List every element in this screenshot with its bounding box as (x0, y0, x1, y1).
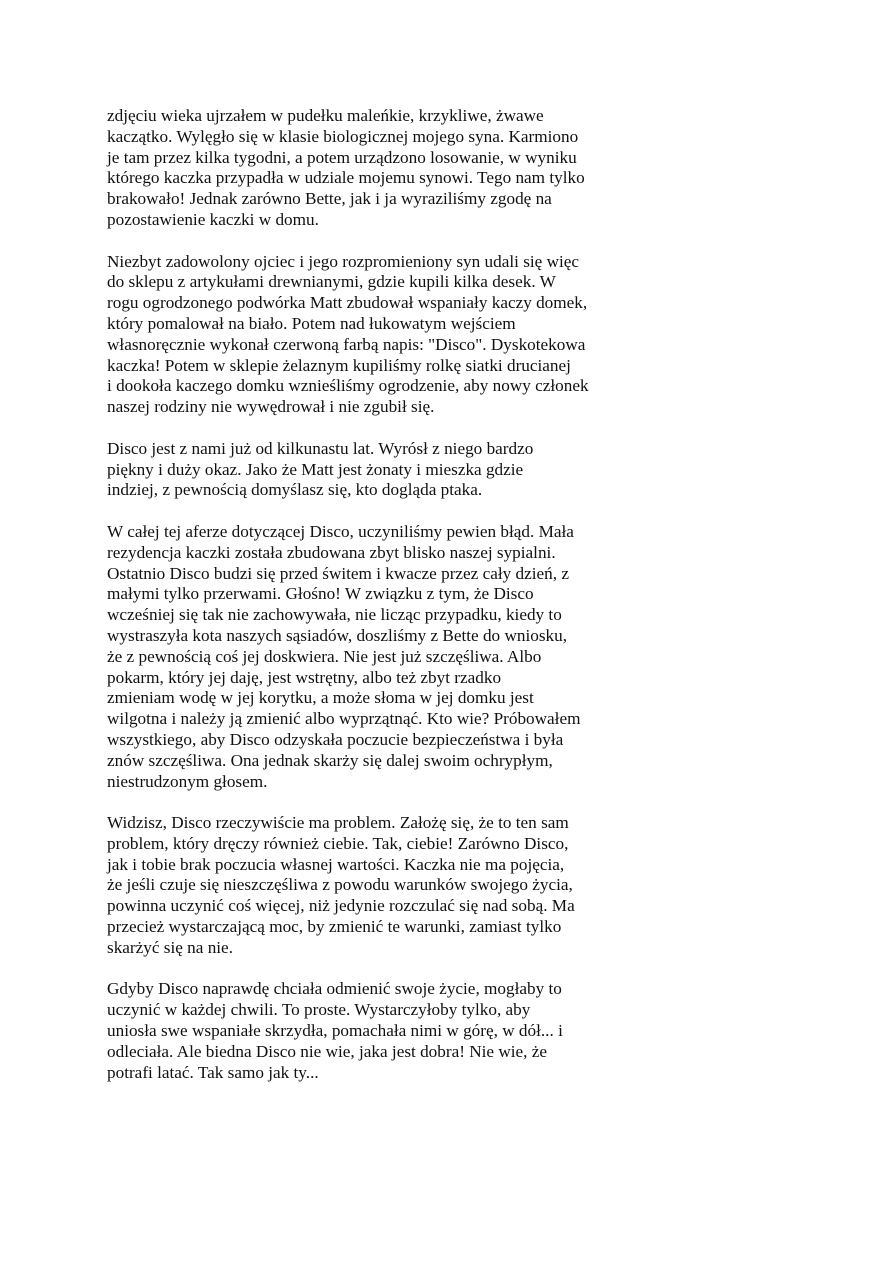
text-line: wilgotna i należy ją zmienić albo wyprzątnąć. Kto wie? Próbowałem (107, 709, 581, 729)
text-line: wcześniej się tak nie zachowywała, nie licząc przypadku, kiedy to (107, 605, 562, 625)
text-line: że z pewnością coś jej doskwiera. Nie jest już szczęśliwa. Albo (107, 646, 542, 666)
text-line: kaczątko. Wylęgło się w klasie biologicznej mojego syna. Karmiono (107, 126, 579, 146)
text-line: przecież wystarczającą moc, by zmienić te warunki, zamiast tylko (107, 917, 562, 937)
text-line: powinna uczynić coś więcej, niż jedynie rozczulać się nad sobą. Ma (107, 896, 575, 916)
text-line: zdjęciu wieka ujrzałem w pudełku maleńkie, krzykliwe, żwawe (107, 106, 544, 125)
text-line: którego kaczka przypadła w udziale mojemu synowi. Tego nam tylko (107, 168, 585, 188)
text-line: Gdyby Disco naprawdę chciała odmienić swoje życie, mogłaby to (107, 979, 562, 999)
text-line: brakowało! Jednak zarówno Bette, jak i ja wyraziliśmy zgodę na (107, 189, 552, 209)
text-line: pozostawienie kaczki w domu. (107, 209, 319, 229)
text-line: który pomalował na biało. Potem nad łukowatym wejściem (107, 313, 516, 333)
text-line: niestrudzonym głosem. (107, 771, 268, 791)
paragraph-3 (107, 439, 627, 501)
text-line: Disco jest z nami już od kilkunastu lat. Wyrósł z niego bardzo (107, 438, 534, 458)
paragraph-4 (107, 522, 627, 792)
text-line: zmieniam wodę w jej korytku, a może słoma w jej domku jest (107, 688, 534, 708)
text-line: pokarm, który jej daję, jest wstrętny, albo też zbyt rzadko (107, 667, 502, 687)
paragraph-6 (107, 979, 627, 1083)
text-line: uniosła swe wspaniałe skrzydła, pomachała nimi w górę, w dół... i (107, 1021, 563, 1041)
text-line: wystraszyła kota naszych sąsiadów, doszliśmy z Bette do wniosku, (107, 625, 567, 645)
text-line: je tam przez kilka tygodni, a potem urządzono losowanie, w wyniku (107, 147, 577, 167)
paragraph-2 (107, 252, 627, 418)
text-line: wszystkiego, aby Disco odzyskała poczucie bezpieczeństwa i była (107, 729, 564, 749)
text-line: małymi tylko przerwami. Głośno! W związku z tym, że Disco (107, 584, 534, 604)
text-line: W całej tej aferze dotyczącej Disco, uczyniliśmy pewien błąd. Mała (107, 521, 574, 541)
text-line: naszej rodziny nie wywędrował i nie zgubił się. (107, 397, 435, 417)
paragraph-1 (107, 106, 627, 231)
text-line: Niezbyt zadowolony ojciec i jego rozpromieniony syn udali się więc (107, 251, 580, 271)
text-line: rezydencja kaczki została zbudowana zbyt blisko naszej sypialni. (107, 542, 556, 562)
text-line: Widzisz, Disco rzeczywiście ma problem. Założę się, że to ten sam (107, 813, 569, 833)
text-line: odleciała. Ale biedna Disco nie wie, jaka jest dobra! Nie wie, że (107, 1041, 548, 1061)
text-line: że jeśli czuje się nieszczęśliwa z powodu warunków swojego życia, (107, 875, 573, 895)
paragraph-5 (107, 813, 627, 959)
text-line: znów szczęśliwa. Ona jednak skarży się dalej swoim ochrypłym, (107, 750, 553, 770)
text-line: uczynić w każdej chwili. To proste. Wystarczyłoby tylko, aby (107, 1000, 531, 1020)
text-line: do sklepu z artykułami drewnianymi, gdzie kupili kilka desek. W (107, 272, 556, 292)
text-line: Ostatnio Disco budzi się przed świtem i kwacze przez cały dzień, z (107, 563, 569, 583)
text-line: potrafi latać. Tak samo jak ty... (107, 1062, 319, 1082)
text-line: problem, który dręczy również ciebie. Tak, ciebie! Zarówno Disco, (107, 833, 569, 853)
text-line: indziej, z pewnością domyślasz się, kto dogląda ptaka. (107, 480, 483, 500)
text-line: własnoręcznie wykonał czerwoną farbą napis: "Disco". Dyskotekowa (107, 334, 586, 354)
text-line: i dookoła kaczego domku wznieśliśmy ogrodzenie, aby nowy członek (107, 376, 589, 396)
text-line: rogu ogrodzonego podwórka Matt zbudował wspaniały kaczy domek, (107, 293, 588, 313)
text-line: kaczka! Potem w sklepie żelaznym kupiliśmy rolkę siatki drucianej (107, 355, 571, 375)
text-line: skarżyć się na nie. (107, 937, 233, 957)
text-line: jak i tobie brak poczucia własnej wartości. Kaczka nie ma pojęcia, (107, 854, 565, 874)
text-line: piękny i duży okaz. Jako że Matt jest żonaty i mieszka gdzie (107, 459, 524, 479)
document-body (107, 106, 627, 1104)
